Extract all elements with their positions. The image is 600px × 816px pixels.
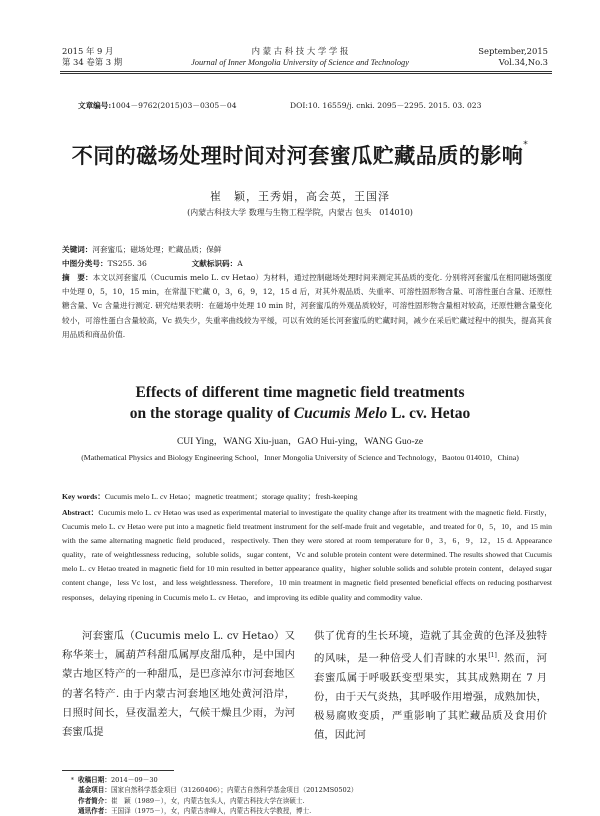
footnote-rule <box>62 770 174 771</box>
fund-text: 国家自然科学基金项目（31260406）；内蒙古自然科学基金项目（2012MS0502） <box>110 786 358 795</box>
footnote-received <box>62 775 552 785</box>
affiliation-cn: (内蒙古科技大学 数理与生物工程学院，内蒙古 包头 014010) <box>187 208 413 217</box>
article-number-label: 文章编号: <box>78 101 112 110</box>
title-cn <box>0 140 600 170</box>
keywords-en-text: Cucumis melo L. cv Hetao；magnetic treatment；storage quality；fresh-keeping <box>104 492 358 501</box>
authors-en: CUI Ying，WANG Xiu-juan，GAO Hui-ying，WANG Guo-ze <box>176 437 424 447</box>
classification-value: TS255. 36 <box>107 259 147 268</box>
classification-label: 中图分类号： <box>62 259 108 268</box>
article-number-value: 1004－9762(2015)03－0305－04 <box>111 101 237 110</box>
citation-ref: [1] <box>488 652 497 660</box>
body-column-right <box>314 627 547 746</box>
doi: DOI:10. 16559/j. cnki. 2095－2295. 2015. 03. 023 <box>290 101 482 110</box>
title-en <box>0 382 600 424</box>
body-right-text: 供了优育的生长环境，造就了其金黄的色泽及独特的风味，是一种倍受人们青睐的水果 <box>314 630 547 665</box>
footnote-fund <box>62 785 552 795</box>
author-bio-label: 作者简介： <box>78 796 111 805</box>
header-date: 2015 年 9 月 <box>62 46 114 56</box>
title-en-line2-pre: on the storage quality of <box>129 405 294 422</box>
abstract-cn-label: 摘 要： <box>62 273 93 282</box>
abstract-cn <box>62 271 552 342</box>
received-label: 收稿日期： <box>78 776 111 784</box>
footnote-star: * <box>70 776 74 784</box>
doc-code-label: 文献标识码： <box>191 259 238 268</box>
keywords-cn-text: 河套蜜瓜；磁场处理；贮藏品质；保鲜 <box>92 245 222 254</box>
abstract-en <box>62 506 552 605</box>
title-footnote-mark: * <box>523 140 529 150</box>
footnotes <box>62 775 552 816</box>
corresponding-label: 通讯作者： <box>78 806 111 815</box>
corresponding-text: 王国泽（1975－），女，内蒙古赤峰人，内蒙古科技大学教授，博士. <box>110 806 312 815</box>
body-right-text-cont: . 然而，河套蜜瓜属于呼吸跃变型果实，其其成熟期在 7 月份，由于天气炎热，其呼吸作用增强，成熟加快，极易腐败变质，严重影响了其贮藏品质及食用价值，因此河 <box>314 652 547 742</box>
header-right <box>478 46 548 68</box>
header-volume: 第 34 卷第 3 期 <box>62 57 123 67</box>
title-cn-text: 不同的磁场处理时间对河套蜜瓜贮藏品质的影响 <box>71 144 524 168</box>
abstract-cn-text: 本文以河套蜜瓜（Cucumis melo L. cv Hetao）为材料，通过控制磁场处理时间来测定其品质的变化. 分别将河套蜜瓜在相同磁场强度中处理 0，5，10，15 min，在常温下贮藏 0，3，6，9，12，15 d 后，对其外观品质、失重率、可溶性固形物含量、可溶性蛋白含量、还原性糖含量、Vc 含量进行测定. 研究结果表明：在磁场中处理 10 min 时，河套蜜瓜的外观品质较好，可溶性固形物含量相对较高，还原性糖含量变化较小，可溶性蛋白含量较高，Vc 损失少，失重率曲线较为平缓，可以有效的延长河套蜜瓜的贮藏时间，减少在采后贮藏过程中的损失，提高其食用品质和商品价值. <box>62 273 552 339</box>
header-volume-en: Vol.34,No.3 <box>498 57 548 67</box>
affiliation-en: (Mathematical Physics and Biology Engineering School，Inner Mongolia University of Science and Technology，Baotou 014010，China) <box>81 453 519 462</box>
keywords-en-label: Key words： <box>62 492 105 501</box>
header-date-en: September,2015 <box>478 46 548 56</box>
abstract-en-text: Cucumis melo L. cv Hetao was used as experimental material to investigate the quality change after its treatment with the magnetic field. Firstly，Cucumis melo L. cv Hetao were put into a magnetic field treatment instrument for the self-made fruit and vegetable，and treated for 0，5，10，and 15 min with the same alternating magnetic field produced，respectively. Then they were stored at room temperature for 0，3，6，9，12，15 d. Appearance quality，rate of weightlessness reducing，soluble solids，sugar content，Vc and soluble protein content were determined. The results showed that Cucumis melo L. cv Hetao treated in magnetic field for 10 min resulted in better appearance quality，higher soluble solids and soluble protein content，delayed sugar content change，less Vc lost，and less weightlessness. Therefore，10 min treatment in magnetic field presented beneficial effects on reducing postharvest responses，delaying ripening in Cucumis melo L. cv Hetao，and improving its edible quality and commodity value. <box>62 508 552 602</box>
keywords-cn <box>62 243 552 257</box>
header-rule <box>60 71 552 72</box>
keywords-en <box>62 490 552 504</box>
keywords-cn-label: 关键词： <box>62 245 93 254</box>
author-bio-text: 崔 颖（1989－），女，内蒙古包头人，内蒙古科技大学在读硕士. <box>110 796 305 805</box>
title-en-line2-post: L. cv. Hetao <box>387 405 471 422</box>
footnote-author <box>62 796 552 806</box>
classification-cn <box>62 257 552 271</box>
body-column-left: 河套蜜瓜（Cucumis melo L. cv Hetao）又称华莱士，属葫芦科甜瓜属厚皮甜瓜种，是中国内蒙古地区特产的一种甜瓜，是巴彦淖尔市河套地区的著名特产. 由于内蒙古河套地区地处黄河沿岸，日照时间长，昼夜温差大，气候干燥且少雨，为河套蜜瓜提 <box>62 630 295 739</box>
journal-name-en: Journal of Inner Mongolia University of Science and Technology <box>191 58 409 67</box>
title-en-line1: Effects of different time magnetic field treatments <box>135 384 465 401</box>
journal-name-cn: 内 蒙 古 科 技 大 学 学 报 <box>251 46 349 56</box>
doc-code-value: A <box>237 259 243 268</box>
article-number <box>78 100 237 111</box>
abstract-en-label: Abstract： <box>62 508 99 517</box>
authors-cn: 崔 颖，王秀娟，高会英，王国泽 <box>210 190 390 203</box>
fund-label: 基金项目： <box>78 786 111 795</box>
title-en-line2 <box>0 403 600 424</box>
received-date: 2014－09－30 <box>110 776 158 784</box>
title-en-species: Cucumis Melo <box>293 405 388 422</box>
footnote-corresponding <box>62 806 552 816</box>
header-rule-2 <box>60 73 552 74</box>
